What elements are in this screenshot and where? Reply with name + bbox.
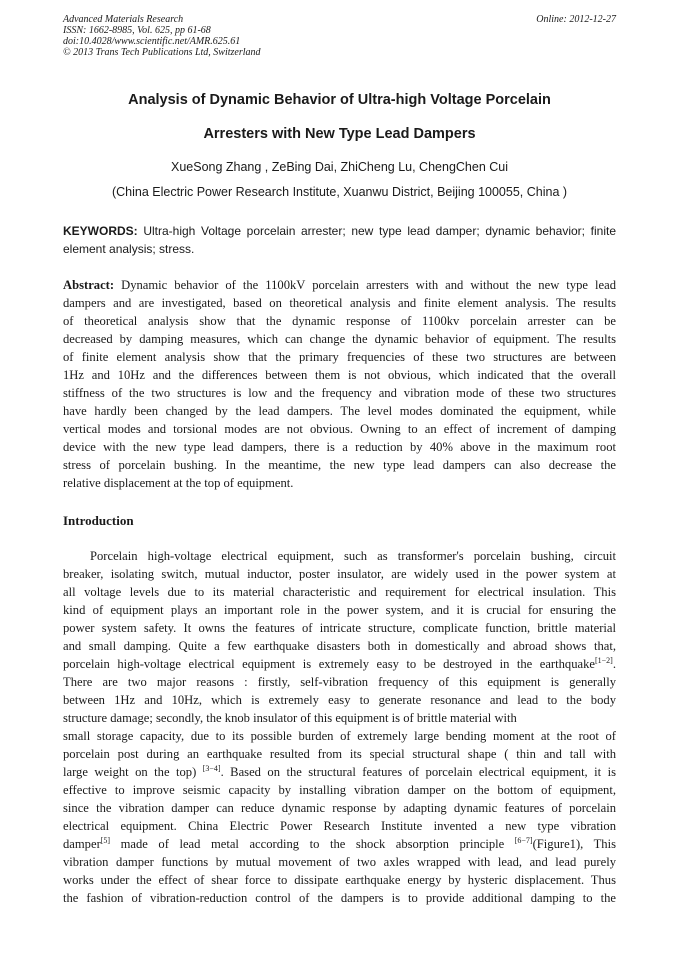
paper-title-line-2: Arresters with New Type Lead Dampers	[203, 126, 476, 142]
keywords-label: KEYWORDS:	[63, 224, 138, 238]
abstract-line: Abstract: Dynamic behavior of the 1100kV porcelain arresters with and without the new type lead	[63, 278, 616, 292]
paragraph-line: porcelain post during an earthquake resulted from its special structural shape ( thin and tall with	[63, 747, 616, 761]
paragraph-line: electrical equipment. China Electric Power Research Institute invented a new type vibration	[63, 819, 616, 833]
paper-title-line-1: Analysis of Dynamic Behavior of Ultra-high Voltage Porcelain	[128, 92, 551, 108]
paragraph-line: vibration damper functions by mutual movement of two axles wrapped with lead, and lead purely	[63, 855, 616, 869]
abstract-line: relative displacement at the top of equipment.	[63, 476, 294, 490]
abstract-line: have hardly been changed by the lead dampers. The level modes dominated the equipment, while	[63, 404, 616, 418]
abstract-label: Abstract:	[63, 278, 115, 292]
copyright-line: © 2013 Trans Tech Publications Ltd, Switzerland	[63, 47, 261, 58]
paragraph-line: works under the effect of shear force to dissipate earthquake energy by hysteric displacement. Thus	[63, 873, 616, 887]
paragraph-line: breaker, isolating switch, mutual inductor, poster insulator, are widely used in the power system at	[63, 567, 616, 581]
citation-ref[interactable]: [1−2]	[595, 656, 613, 665]
abstract-line: decreased by damping measures, which can change the dynamic behavior of equipment. The results	[63, 332, 616, 346]
section-heading-introduction: Introduction	[63, 513, 134, 528]
paragraph-line: structure damage; secondly, the knob insulator of this equipment is of brittle material with	[63, 711, 517, 725]
abstract-line: device with the new type lead dampers, there is a reduction by 40% above in the maximum root	[63, 440, 616, 454]
paragraph-line: power system safety. It owns the features of intricate structure, complicate function, brittle material	[63, 621, 616, 635]
paragraph-line: the fashion of vibration-reduction control of the dampers is to provide additional damping to the	[63, 891, 616, 905]
paragraph-line: porcelain high-voltage electrical equipment is extremely easy to be destroyed in the earthquake[1−2].	[63, 656, 616, 671]
paragraph-line: all voltage levels due to its material characteristic and requirement for electrical insulation. This	[63, 585, 616, 599]
paragraph-line: damper[5] made of lead metal according to the shock absorption principle [6−7](Figure1), This	[63, 836, 616, 851]
abstract-line: vertical modes and torsional modes are not obvious. Owning to an effect of increment of damping	[63, 422, 616, 436]
issn-line: ISSN: 1662-8985, Vol. 625, pp 61-68	[63, 25, 211, 36]
paragraph-line: Porcelain high-voltage electrical equipment, such as transformer's porcelain bushing, circuit	[90, 549, 616, 563]
author-list: XueSong Zhang , ZeBing Dai, ZhiCheng Lu, ChengChen Cui	[170, 160, 509, 174]
paragraph-line: and small damping. Quite a few earthquake disasters both in domestically and abroad shows that,	[63, 639, 616, 653]
doi-line[interactable]: doi:10.4028/www.scientific.net/AMR.625.61	[63, 36, 241, 47]
citation-ref[interactable]: [3−4]	[202, 764, 221, 773]
abstract-line: of theoretical analysis show that the dynamic response of 1100kv porcelain arrester can be	[63, 314, 616, 328]
citation-ref[interactable]: [6−7]	[514, 836, 533, 845]
paragraph-line: effective to improve seismic capacity by installing vibration damper on the bottom of equipment,	[63, 783, 616, 797]
paragraph-line: large weight on the top) [3−4]. Based on the structural features of porcelain electrical equipment, it is	[63, 764, 617, 779]
paragraph-line: since the vibration damper can reduce dynamic response by adapting dynamic features of porcelain	[63, 801, 616, 815]
abstract-line: 1Hz and 10Hz and the differences between them is not obvious, which indicated that the overall	[63, 368, 616, 382]
keywords-text: Ultra-high Voltage porcelain arrester; new type lead damper; dynamic behavior; finite element analysis; stress.	[63, 224, 616, 256]
keywords	[63, 222, 616, 258]
citation-ref[interactable]: [5]	[100, 836, 111, 845]
abstract-line: dampers and are investigated, based on theoretical analysis and finite element analysis. The results	[63, 296, 616, 310]
abstract-line: of finite element analysis show that the primary frequencies of these two structures are between	[63, 350, 616, 364]
paragraph-line: small storage capacity, due to its possible burden of extremely large bending moment at the root of	[63, 729, 616, 743]
online-date: Online: 2012-12-27	[536, 14, 616, 25]
abstract-line: stiffness of the two structures is low and the frequency and vibration mode of these two structures	[63, 386, 616, 400]
paragraph-line: between 1Hz and 10Hz, which is extremely easy to generate resonance and lead to the body	[63, 693, 616, 707]
journal-header	[63, 14, 616, 58]
abstract-line: stress of porcelain bushing. In the meantime, the new type lead dampers can also decrease the	[63, 458, 616, 472]
journal-name: Advanced Materials Research	[63, 14, 184, 25]
paragraph-line: kind of equipment plays an important role in the power system, and it is crucial for ensuring the	[63, 603, 616, 617]
paragraph-line: There are two major reasons : firstly, self-vibration frequency of this equipment is generally	[63, 675, 616, 689]
affiliation: (China Electric Power Research Institute, Xuanwu District, Beijing 100055, China )	[111, 185, 568, 199]
